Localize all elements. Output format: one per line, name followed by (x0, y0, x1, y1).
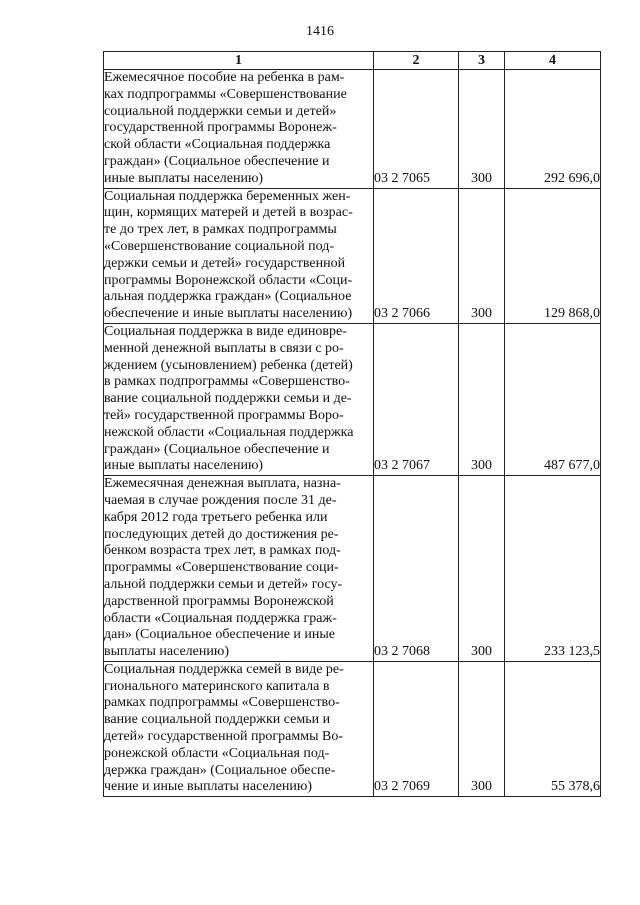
budget-table (103, 51, 601, 797)
page-number: 1416 (306, 24, 334, 39)
row-expense-type: 300 (459, 70, 505, 189)
description-line: граждан» (Социальное обеспечение и (104, 153, 330, 169)
description-line: чение и иные выплаты населению) (104, 779, 313, 795)
description-line: рамках подпрограммы «Совершенство- (104, 695, 340, 711)
row-amount: 233 123,5 (505, 476, 601, 662)
row-code: 03 2 7066 (374, 188, 459, 323)
table-body (104, 70, 601, 797)
description-line: гионального материнского капитала в (104, 678, 330, 694)
description-line: выплаты населению) (104, 644, 229, 660)
row-description (104, 323, 374, 475)
header-col-2: 2 (374, 52, 459, 70)
row-description (104, 188, 374, 323)
row-code: 03 2 7065 (374, 70, 459, 189)
description-line: дан» (Социальное обеспечение и иные (104, 627, 336, 643)
row-code: 03 2 7067 (374, 323, 459, 475)
description-line: бенком возраста трех лет, в рамках под- (104, 543, 341, 559)
description-line: «Совершенствование социальной под- (104, 238, 335, 254)
description-line: в рамках подпрограммы «Совершенство- (104, 374, 350, 390)
description-line: программы «Совершенствование соци- (104, 560, 339, 576)
description-line: детей» государственной программы Во- (104, 729, 344, 745)
description-line: держка граждан» (Социальное обеспе- (104, 762, 336, 778)
header-row (104, 52, 601, 70)
description-line: вание социальной поддержки семьи и (104, 712, 331, 728)
row-expense-type: 300 (459, 323, 505, 475)
description-line: Ежемесячная денежная выплата, назна- (104, 476, 341, 492)
description-line: Ежемесячное пособие на ребенка в рам- (104, 70, 345, 85)
row-amount: 487 677,0 (505, 323, 601, 475)
table-header (104, 52, 601, 70)
description-line: социальной поддержки семьи и детей» (104, 103, 337, 119)
row-amount: 55 378,6 (505, 661, 601, 796)
table-row (104, 476, 601, 662)
description-line: программы Воронежской области «Соци- (104, 272, 353, 288)
description-line: граждан» (Социальное обеспечение и (104, 441, 330, 457)
description-line: государственной программы Воронеж- (104, 120, 337, 136)
description-line: нежской области «Социальная поддержка (104, 424, 354, 440)
description-line: альной поддержки семьи и детей» госу- (104, 576, 343, 592)
row-description (104, 661, 374, 796)
table-row (104, 323, 601, 475)
row-expense-type: 300 (459, 661, 505, 796)
description-line: вание социальной поддержки семьи и де- (104, 391, 352, 407)
description-line: Социальная поддержка беременных жен- (104, 188, 351, 204)
description-line: Социальная поддержка семей в виде ре- (104, 661, 344, 677)
row-amount: 129 868,0 (505, 188, 601, 323)
description-line: Социальная поддержка в виде единовре- (104, 323, 347, 339)
header-col-1: 1 (104, 52, 374, 70)
header-col-4: 4 (505, 52, 601, 70)
description-line: менной денежной выплаты в связи с ро- (104, 340, 344, 356)
description-line: дарственной программы Воронежской (104, 593, 334, 609)
row-code: 03 2 7069 (374, 661, 459, 796)
description-line: области «Социальная поддержка граж- (104, 610, 337, 626)
table-row (104, 188, 601, 323)
description-line: те до трех лет, в рамках подпрограммы (104, 222, 337, 238)
table-row (104, 70, 601, 189)
description-line: последующих детей до достижения ре- (104, 526, 339, 542)
row-code: 03 2 7068 (374, 476, 459, 662)
description-line: иные выплаты населению) (104, 458, 264, 474)
row-expense-type: 300 (459, 188, 505, 323)
row-amount: 292 696,0 (505, 70, 601, 189)
description-line: обеспечение и иные выплаты населению) (104, 306, 353, 322)
description-line: держки семьи и детей» государственной (104, 255, 346, 271)
row-description (104, 70, 374, 189)
table-row (104, 661, 601, 796)
row-description (104, 476, 374, 662)
description-line: ской области «Социальная поддержка (104, 137, 331, 153)
description-line: чаемая в случае рождения после 31 де- (104, 492, 337, 508)
description-line: кабря 2012 года третьего ребенка или (104, 509, 328, 525)
description-line: ронежской области «Социальная под- (104, 745, 330, 761)
description-line: альная поддержка граждан» (Социальное (104, 289, 352, 305)
description-line: щин, кормящих матерей и детей в возрас- (104, 205, 353, 221)
header-col-3: 3 (459, 52, 505, 70)
description-line: иные выплаты населению) (104, 170, 264, 186)
description-line: тей» государственной программы Воро- (104, 407, 344, 423)
description-line: ках подпрограммы «Совершенствование (104, 86, 347, 102)
row-expense-type: 300 (459, 476, 505, 662)
description-line: ждением (усыновлением) ребенка (детей) (104, 357, 353, 373)
